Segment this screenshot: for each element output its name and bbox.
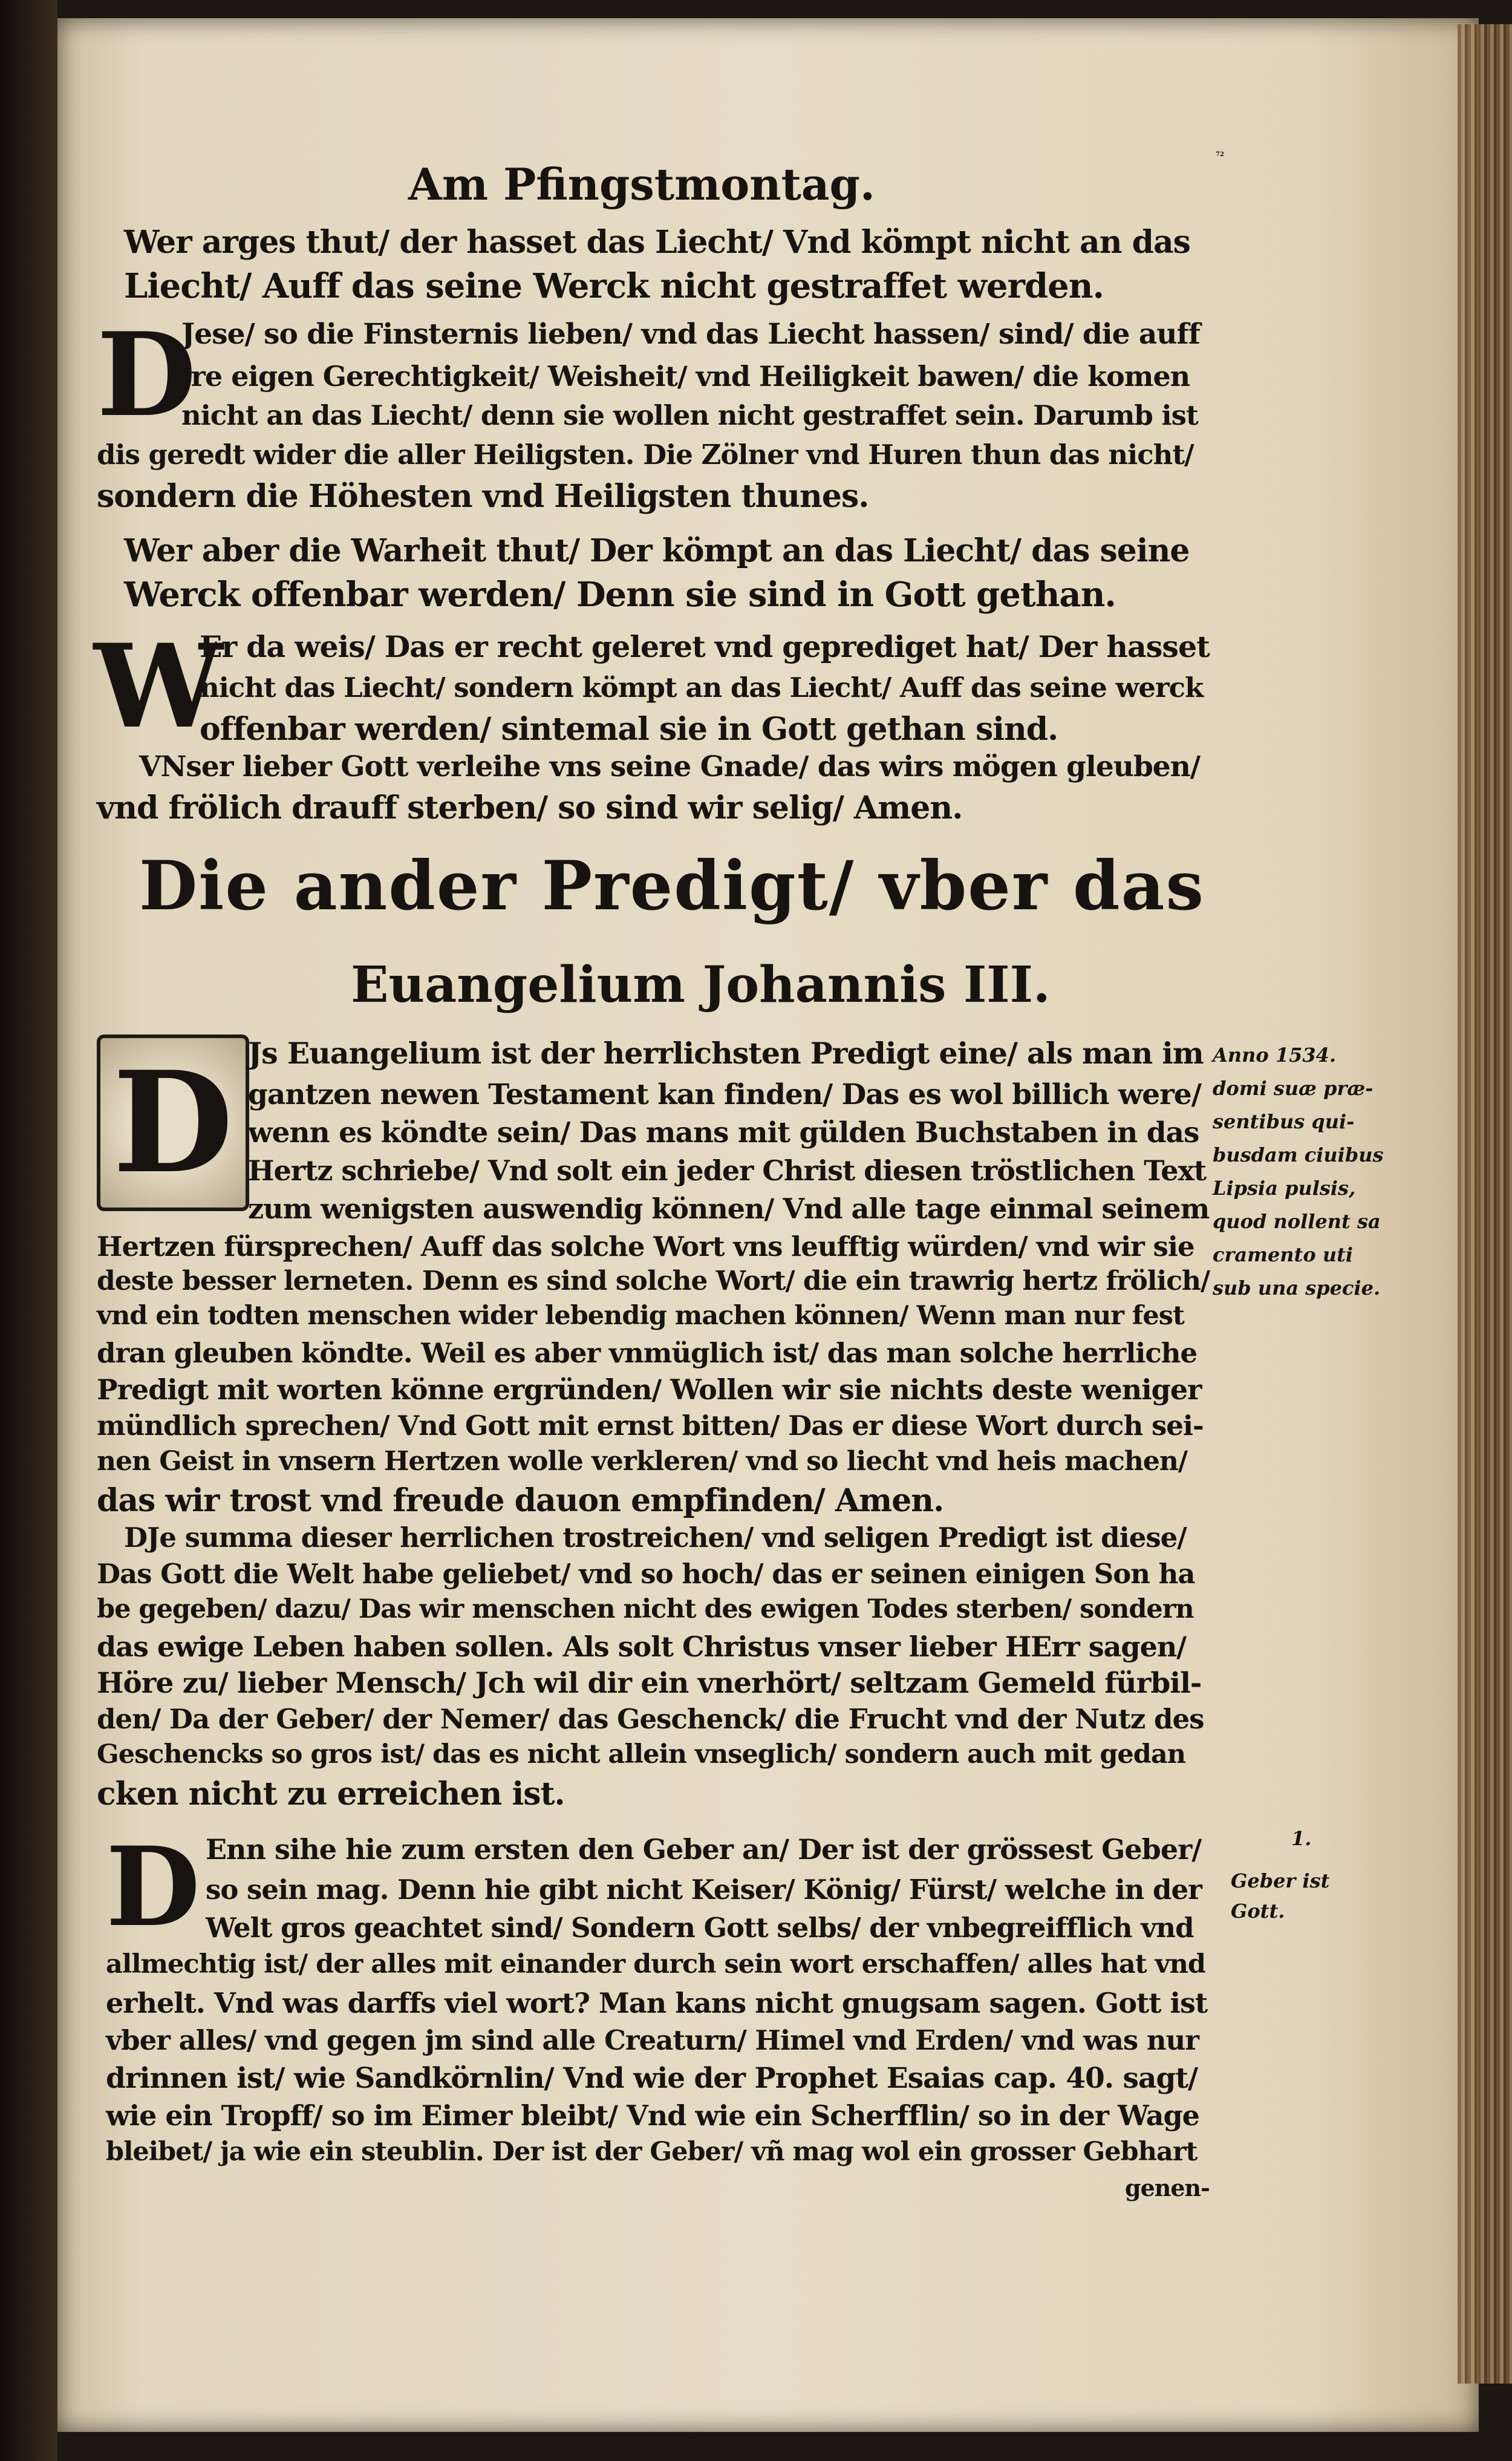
catchword: genen- [1125, 2174, 1210, 2201]
drop-initial: D [97, 307, 197, 442]
text-line: Jese/ so die Finsternis lieben/ vnd das Liecht hassen/ sind/ die auff [181, 318, 1200, 351]
marginal-note: cramento uti [1213, 1243, 1354, 1266]
sermon-subtitle: Euangelium Johannis III. [351, 956, 1051, 1014]
marginal-note: domi suæ præ- [1213, 1077, 1374, 1100]
text-line: den/ Da der Geber/ der Nemer/ das Geschenck/ die Frucht vnd der Nutz des [97, 1703, 1204, 1735]
text-line: wenn es köndte sein/ Das mans mit gülden Buchstaben in das [248, 1116, 1199, 1149]
text-line: Geschencks so gros ist/ das es nicht allein vnseglich/ sondern auch mit gedan [97, 1739, 1185, 1770]
text-line: Enn sihe hie zum ersten den Geber an/ Der ist der grössest Geber/ [206, 1833, 1202, 1866]
text-line: dran gleuben köndte. Weil es aber vnmüglich ist/ das man solche herrliche [97, 1337, 1198, 1369]
marginal-note: Geber ist [1231, 1869, 1330, 1892]
marginal-note: Anno 1534. [1213, 1044, 1337, 1067]
marginal-note: Lipsia pulsis, [1213, 1177, 1356, 1200]
marginal-note: sentibus qui- [1213, 1110, 1355, 1133]
text-line: bleibet/ ja wie ein steublin. Der ist der Geber/ vñ mag wol ein grosser Gebhart [106, 2137, 1198, 2167]
text-line: Er da weis/ Das er recht geleret vnd geprediget hat/ Der hasset [200, 629, 1210, 664]
running-title: Am Pfingstmontag. [408, 159, 875, 210]
marginal-note: Gott. [1231, 1900, 1285, 1923]
text-line: vnd ein todten menschen wider lebendig machen können/ Wenn man nur fest [97, 1301, 1184, 1331]
text-line: Js Euangelium ist der herrlichsten Predigt eine/ als man im [248, 1036, 1204, 1071]
text-line: Höre zu/ lieber Mensch/ Jch wil dir ein vnerhört/ seltzam Gemeld fürbil- [97, 1667, 1202, 1700]
text-line: cken nicht zu erreichen ist. [97, 1776, 565, 1812]
text-line: allmechtig ist/ der alles mit einander durch sein wort erschaffen/ alles hat vnd [106, 1949, 1205, 1979]
text-line: nicht das Liecht/ sondern kömpt an das Liecht/ Auff das seine werck [200, 672, 1204, 704]
page-edges-right [1458, 24, 1512, 2384]
text-line: vnd frölich drauff sterben/ so sind wir selig/ Amen. [97, 789, 963, 826]
text-line: Hertzen fürsprechen/ Auff das solche Wort vns leufftig würden/ vnd wir sie [97, 1230, 1194, 1263]
text-line: wie ein Tropff/ so im Eimer bleibt/ Vnd wie ein Scherfflin/ so in der Wage [106, 2099, 1199, 2132]
text-line: deste besser lerneten. Denn es sind solche Wort/ die ein trawrig hertz frölich/ [97, 1266, 1210, 1296]
text-line: dis geredt wider die aller Heiligsten. Die Zölner vnd Huren thun das nicht/ [97, 439, 1194, 471]
drop-initial: W [94, 619, 223, 754]
text-line: sondern die Höhesten vnd Heiligsten thunes. [97, 478, 869, 515]
drop-initial: D [106, 1823, 201, 1951]
marginal-note: sub una specie. [1213, 1276, 1381, 1299]
text-line: drinnen ist/ wie Sandkörnlin/ Vnd wie der Prophet Esaias cap. 40. sagt/ [106, 2062, 1198, 2095]
text-line: offenbar werden/ sintemal sie in Gott gethan sind. [200, 711, 1058, 748]
sermon-title: Die ander Predigt/ vber das [139, 847, 1205, 926]
marginal-note: quod nollent sa [1213, 1210, 1381, 1233]
book-cover-left [0, 0, 57, 2461]
text-line: das ewige Leben haben sollen. Als solt Christus vnser lieber HErr sagen/ [97, 1630, 1187, 1663]
text-line: Wer arges thut/ der hasset das Liecht/ Vnd kömpt nicht an das [124, 224, 1190, 261]
text-line: Liecht/ Auff das seine Werck nicht gestraffet werden. [124, 266, 1104, 306]
text-line: zum wenigsten auswendig können/ Vnd alle tage einmal seinem [248, 1192, 1210, 1225]
text-line: das wir trost vnd freude dauon empfinden/ Amen. [97, 1482, 944, 1519]
text-line: vber alles/ vnd gegen jm sind alle Creaturn/ Himel vnd Erden/ vnd was nur [106, 2024, 1199, 2056]
text-line: Hertz schriebe/ Vnd solt ein jeder Christ diesen tröstlichen Text [248, 1154, 1207, 1187]
text-line: Werck offenbar werden/ Denn sie sind in Gott gethan. [124, 575, 1116, 615]
text-line: mündlich sprechen/ Vnd Gott mit ernst bitten/ Das er diese Wort durch sei- [97, 1410, 1204, 1442]
marginal-note: 1. [1291, 1827, 1312, 1850]
text-line: Wer aber die Warheit thut/ Der kömpt an das Liecht/ das seine [124, 532, 1190, 569]
text-line: so sein mag. Denn hie gibt nicht Keiser/ König/ Fürst/ welche in der [206, 1874, 1202, 1906]
text-line: Predigt mit worten könne ergründen/ Wollen wir sie nichts deste weniger [97, 1373, 1202, 1406]
text-line: be gegeben/ dazu/ Das wir menschen nicht des ewigen Todes sterben/ sondern [97, 1594, 1194, 1624]
text-line: nicht an das Liecht/ denn sie wollen nicht gestraffet sein. Darumb ist [181, 399, 1198, 431]
decorated-initial: D [97, 1034, 249, 1211]
text-line: jre eigen Gerechtigkeit/ Weisheit/ vnd Heiligkeit bawen/ die komen [181, 360, 1190, 393]
text-line: gantzen newen Testament kan finden/ Das es wol billich were/ [248, 1078, 1201, 1111]
text-line: Welt gros geachtet sind/ Sondern Gott selbs/ der vnbegreifflich vnd [206, 1912, 1194, 1944]
text-line: nen Geist in vnsern Hertzen wolle verkleren/ vnd so liecht vnd heis machen/ [97, 1446, 1187, 1477]
marginal-note: busdam ciuibus [1213, 1143, 1384, 1166]
text-line: DJe summa dieser herrlichen trostreichen/ vnd seligen Predigt ist diese/ [124, 1521, 1187, 1554]
text-line: Das Gott die Welt habe geliebet/ vnd so hoch/ das er seinen einigen Son ha [97, 1558, 1195, 1590]
page-number: 72 [1216, 151, 1224, 158]
text-line: erhelt. Vnd was darffs viel wort? Man kans nicht gnugsam sagen. Gott ist [106, 1987, 1208, 2019]
text-line: VNser lieber Gott verleihe vns seine Gnade/ das wirs mögen gleuben/ [139, 750, 1201, 783]
